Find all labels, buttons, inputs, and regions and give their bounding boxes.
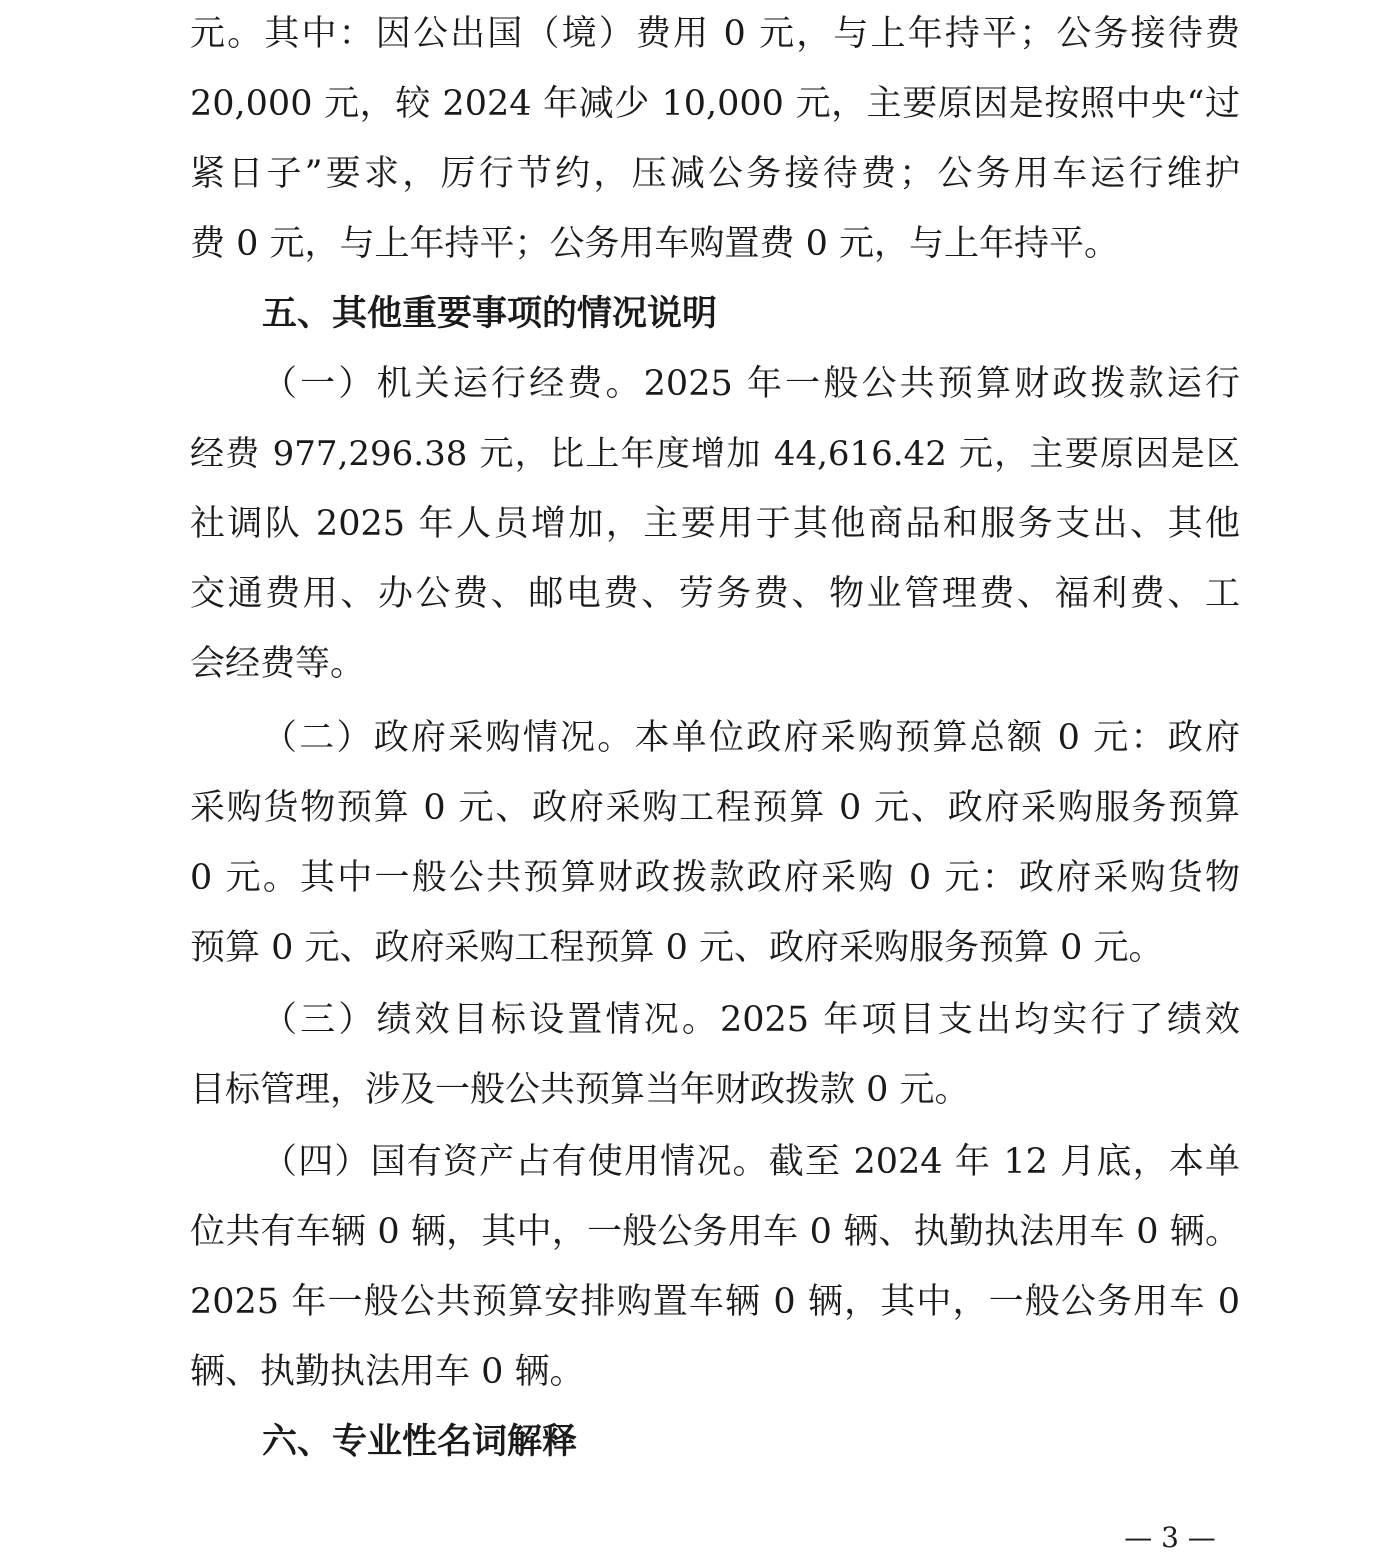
- body-text-line: 辆、执勤执法用车 0 辆。: [190, 1352, 585, 1392]
- body-text-line: 会经费等。: [190, 644, 366, 684]
- body-text-line: （一）机关运行经费。2025 年一般公共预算财政拨款运行: [262, 364, 1240, 404]
- section-heading: 六、专业性名词解释: [262, 1422, 578, 1462]
- section-heading: 五、其他重要事项的情况说明: [262, 294, 718, 334]
- body-text-line: 目标管理，涉及一般公共预算当年财政拨款 0 元。: [190, 1070, 970, 1110]
- body-text-line: 元。其中：因公出国（境）费用 0 元，与上年持平；公务接待费: [190, 14, 1240, 54]
- body-text-line: （三）绩效目标设置情况。2025 年项目支出均实行了绩效: [262, 1000, 1240, 1040]
- body-text-line: （二）政府采购情况。本单位政府采购预算总额 0 元：政府: [262, 718, 1240, 758]
- body-text-line: 预算 0 元、政府采购工程预算 0 元、政府采购服务预算 0 元。: [190, 928, 1164, 968]
- body-text-line: 费 0 元，与上年持平；公务用车购置费 0 元，与上年持平。: [190, 224, 1120, 264]
- body-text-line: 紧日子”要求，厉行节约，压减公务接待费；公务用车运行维护: [190, 154, 1240, 194]
- body-text-line: 经费 977,296.38 元，比上年度增加 44,616.42 元，主要原因是区: [190, 434, 1240, 474]
- body-text-line: （四）国有资产占有使用情况。截至 2024 年 12 月底，本单: [262, 1142, 1240, 1182]
- body-text-line: 交通费用、办公费、邮电费、劳务费、物业管理费、福利费、工: [190, 574, 1240, 614]
- body-text-line: 20,000 元，较 2024 年减少 10,000 元，主要原因是按照中央“过: [190, 84, 1240, 124]
- body-text-line: 社调队 2025 年人员增加，主要用于其他商品和服务支出、其他: [190, 504, 1240, 544]
- body-text-line: 采购货物预算 0 元、政府采购工程预算 0 元、政府采购服务预算: [190, 788, 1240, 828]
- body-text-line: 0 元。其中一般公共预算财政拨款政府采购 0 元：政府采购货物: [190, 858, 1240, 898]
- body-text-line: 2025 年一般公共预算安排购置车辆 0 辆，其中，一般公务用车 0: [190, 1282, 1240, 1322]
- body-text-line: 位共有车辆 0 辆，其中，一般公务用车 0 辆、执勤执法用车 0 辆。: [190, 1212, 1240, 1252]
- page-number: — 3 —: [1124, 1521, 1216, 1554]
